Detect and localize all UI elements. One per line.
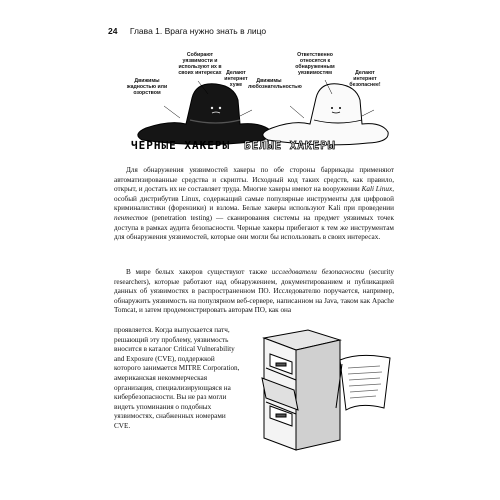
document-drawing	[336, 355, 390, 410]
chapter-title: Глава 1. Врага нужно знать в лицо	[129, 26, 267, 36]
white-hat-callout-top: Ответственно относятся к обнаруженным уязвимостям	[295, 52, 335, 76]
white-hat-callout-right: Делают интернет безопаснее!	[349, 70, 381, 88]
italic-term: пентестов	[114, 213, 148, 222]
white-hat-callout-left: Движимы любознательностью	[248, 78, 302, 90]
text-run: В мире белых хакеров существуют также	[126, 268, 272, 276]
file-cabinet-drawing	[262, 330, 340, 450]
running-header	[108, 26, 408, 40]
text-run: (security researchers), которые работают над обнаружением, документированием и публикацией данных об уязвимостях в распространенном ПО. Исследователю поручается, например, обнаружить уязвимость на популярном веб-сервере, написанном на Java, таком как Apache Tomcat, и затем продемонстрировать авторам ПО, как она	[114, 268, 394, 315]
black-hat-callout-top: Собирают уязвимости и используют их в своих интересах	[178, 52, 222, 76]
paragraph-1	[114, 166, 394, 243]
black-hats-title: ЧЕРНЫЕ ХАКЕРЫ	[131, 139, 231, 152]
text-run: (penetration testing) — сканирования системы на предмет уязвимых точек доступа в рамках аудита безопасности. Черные хакеры прибегают к тем же инструментам для обнаружения уязвимостей, которые они могли бы использовать в своих интересах.	[114, 213, 394, 242]
file-cabinet-illustration	[248, 324, 394, 454]
black-hat-callout-left: Движимы жадностью или озорством	[126, 78, 168, 96]
white-hats-title: БЕЛЫЕ ХАКЕРЫ	[244, 139, 336, 152]
italic-term: Kali Linux	[361, 185, 393, 194]
italic-term: исследователи безопасности	[271, 268, 365, 276]
text-run: Для обнаружения уязвимостей хакеры по обе стороны баррикады применяют автоматизированные средства и скрипты. Исходный код таких средств, как правило, открыт, и достать их не составляет труда. Многие хакеры имеют на вооружении	[114, 166, 394, 194]
paragraph-2	[114, 268, 394, 316]
black-hat-callout-right: Делают интернет хуже	[224, 70, 248, 88]
paragraph-3: проявляется. Когда выпускается патч, решающий эту проблему, уязвимость вносится в каталог Critical Vulnerability and Exposure (CVE), поддержкой которого занимается MITRE Corporation, американская некоммерческая организация, специализирующаяся на кибербезопасности. Вы не раз могли видеть упоминания о подобных уязвимостях, снабженных номерами CVE.	[114, 326, 240, 430]
page-number: 24	[108, 26, 118, 36]
text-run: , особый дистрибутив Linux, содержащий самые популярные инструменты для цифровой криминалистики (форензики) и взлома. Белые хакеры используют Kali при проведении	[114, 185, 394, 213]
